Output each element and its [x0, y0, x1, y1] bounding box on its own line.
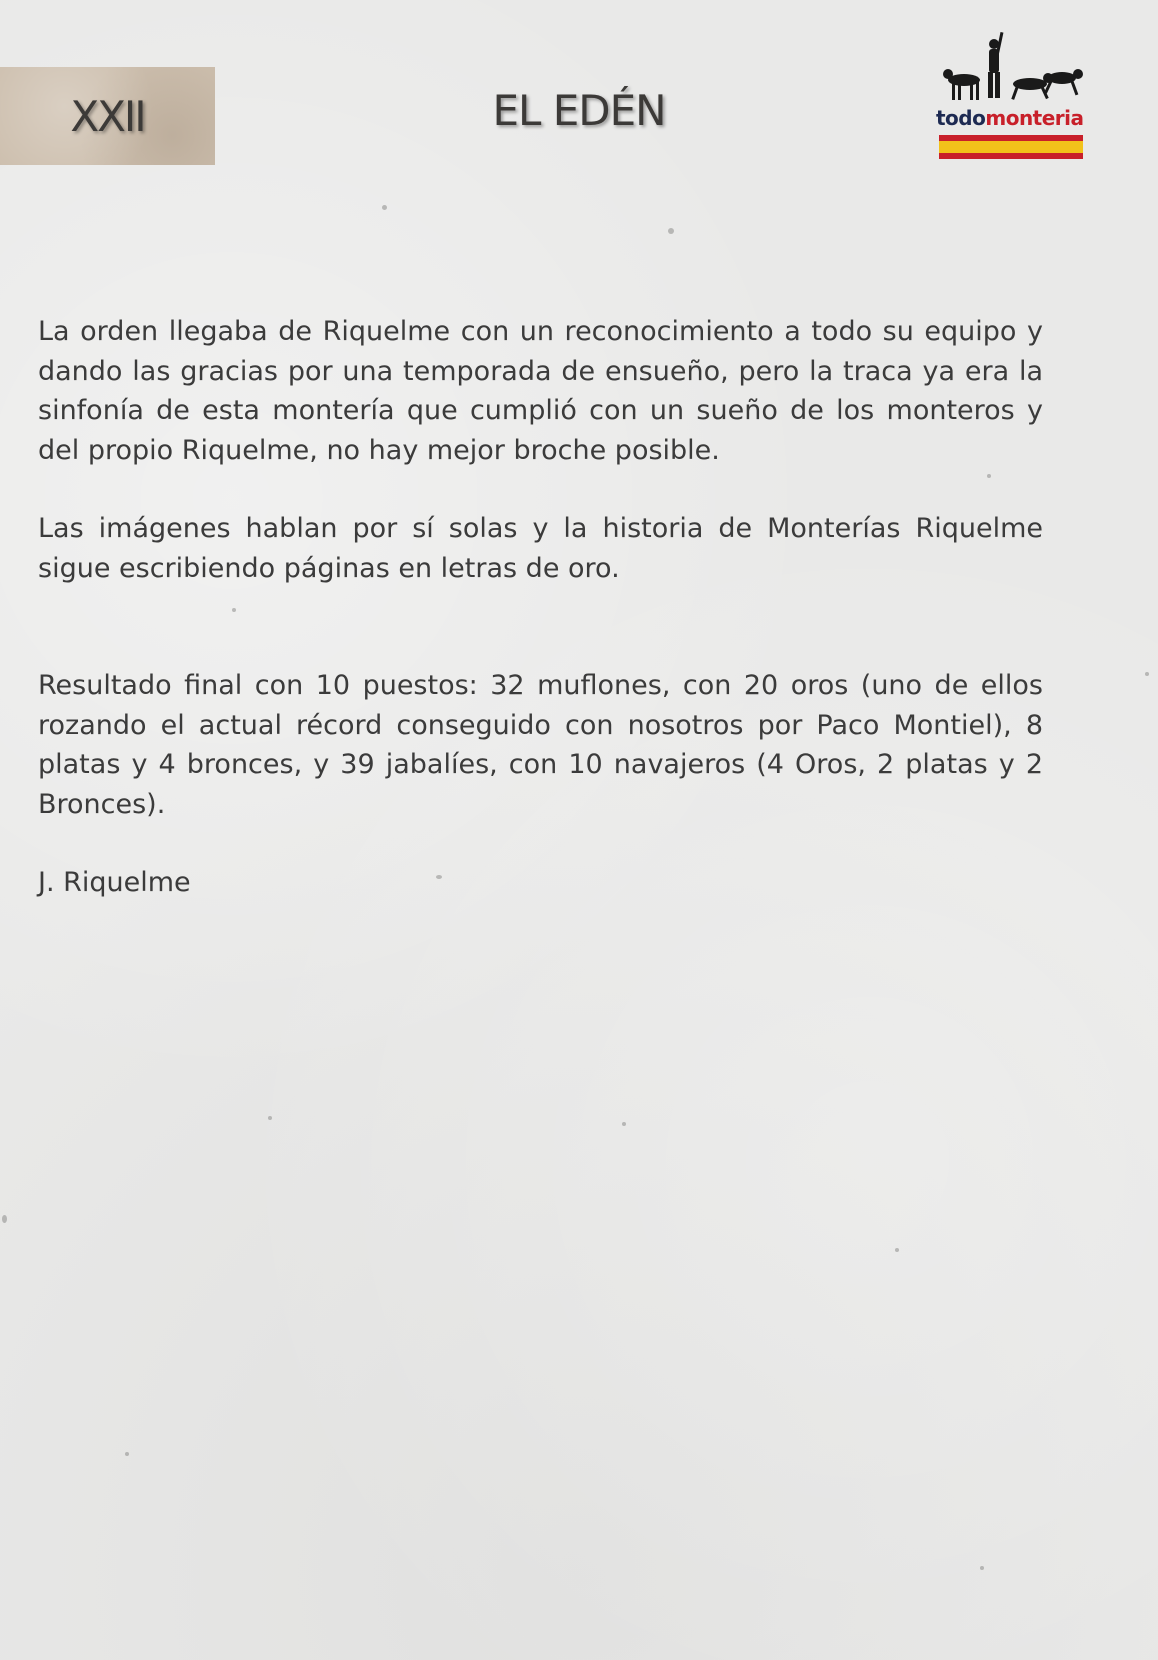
paragraph: Las imágenes hablan por sí solas y la historia de Monterías Riquelme sigue escribiendo páginas en letras de oro. [38, 513, 1043, 584]
paragraph: La orden llegaba de Riquelme con un reconocimiento a todo su equipo y dando las gracias por una temporada de ensueño, pero la traca ya era la sinfonía de esta montería que cumplió con un sueño de los monteros y del propio Riquelme, no hay mejor broche posible. [38, 316, 1043, 466]
paragraph: Resultado final con 10 puestos: 32 muflones, con 20 oros (uno de ellos rozando el actual récord conseguido con nosotros por Paco Montiel), 8 platas y 4 bronces, y 39 jabalíes, con 10 navajeros (4 Oros, 2 platas y 2 Bronces). [38, 670, 1043, 820]
paper-speck [668, 228, 674, 234]
paper-speck [622, 1122, 626, 1126]
paper-speck [1145, 672, 1149, 676]
logo-text-todo: todo [936, 106, 986, 130]
logo-wordmark [936, 106, 1086, 130]
hunter-and-dogs-icon [936, 30, 1086, 106]
paper-speck [125, 1452, 129, 1456]
paper-speck [2, 1215, 7, 1223]
chapter-number: XXII [70, 91, 145, 141]
paper-speck [268, 1116, 272, 1120]
todomonteria-logo [936, 30, 1086, 162]
signature: J. Riquelme [38, 867, 191, 898]
paper-speck [980, 1566, 984, 1570]
spain-flag-icon [939, 135, 1083, 159]
page-title: EL EDÉN [492, 86, 666, 135]
logo-text-monteria: monteria [985, 106, 1084, 130]
paper-speck [895, 1248, 899, 1252]
paper-speck [382, 205, 387, 210]
article-body [38, 312, 1043, 903]
